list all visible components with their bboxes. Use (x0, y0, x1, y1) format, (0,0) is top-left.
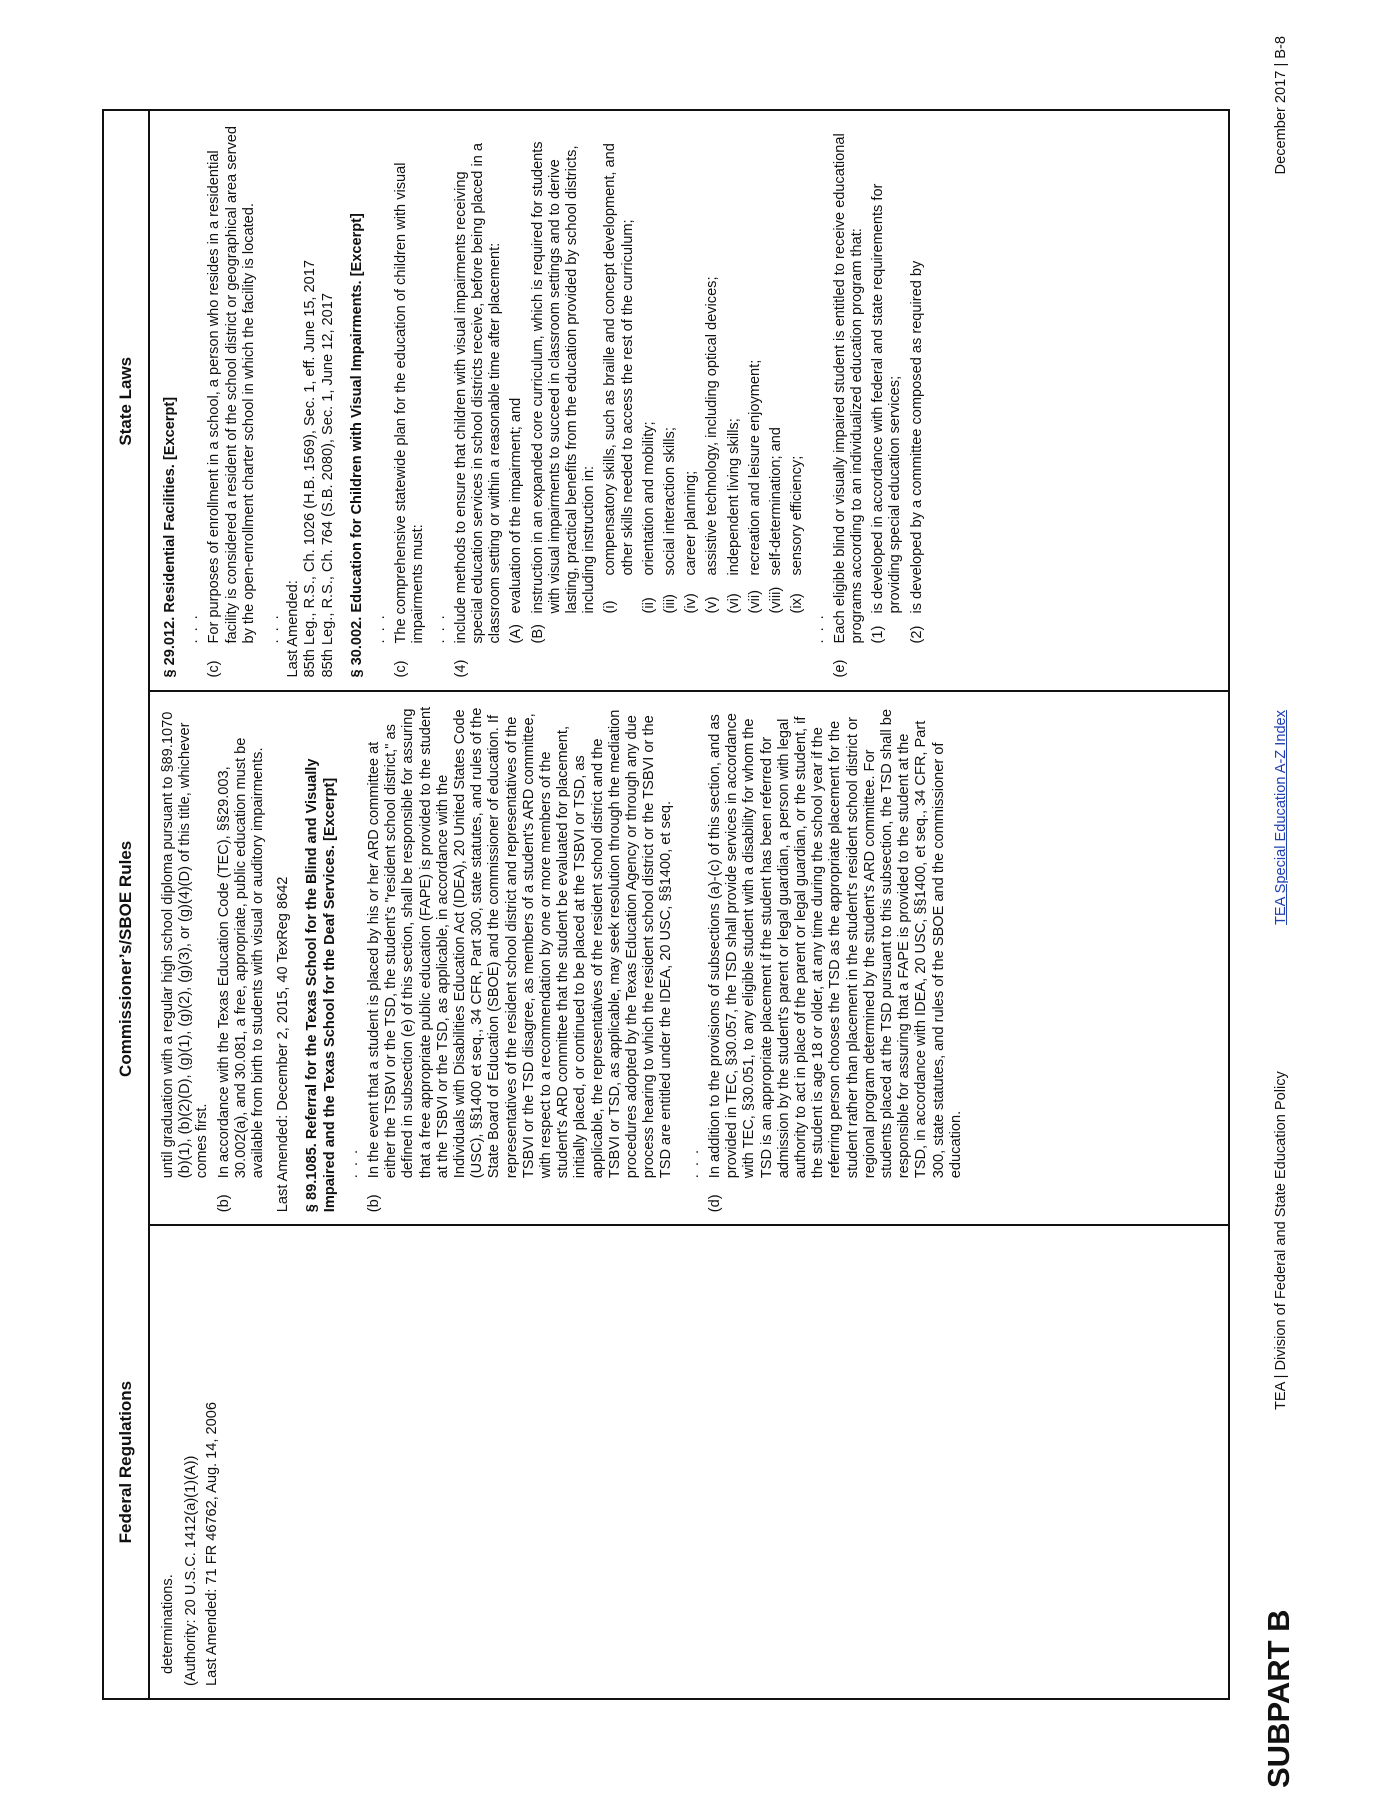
item-label: (iv) (683, 593, 700, 614)
organization-label: TEA | Division of Federal and State Education Policy (1273, 1071, 1289, 1410)
item-label: (d) (706, 1194, 723, 1213)
state-item-B (530, 123, 599, 644)
roman-list-item (602, 123, 636, 614)
federal-text: determinations. (160, 1574, 176, 1674)
item-label: (i) (602, 600, 619, 614)
header-federal: Federal Regulations (116, 1380, 135, 1544)
item-text: sensory efficiency; (789, 455, 806, 576)
item-text: recreation and leisure enjoyment; (746, 359, 763, 576)
item-label: (B) (529, 624, 546, 644)
ellipsis: . . . (185, 613, 202, 644)
a-z-index-link[interactable]: TEA Special Education A-Z Index (1273, 710, 1289, 925)
roman-list-item (726, 123, 743, 614)
item-label: (viii) (768, 586, 785, 614)
item-label: (vi) (725, 593, 742, 614)
rules-section-title: § 89.1085. Referral for the Texas School for the Blind and Visually Impaired and the Texas School for the Deaf Services. [Excerpt] (304, 758, 338, 1213)
item-text: In the event that a student is placed by his or her ARD committee at either the TSBVI or the TSD, the student’s "resident school district," as defined in subsection (e) of this section, shall be responsible for assuring that a free appropriate public education (FAPE) is provided to the student at the TSBVI or the TSD, as applicable, in accordance with the Individuals with Disabilities Education Act (IDEA), 20 United States Code (USC), §§1400 et seq., 34 CFR, Part 300, state statutes, and rules of the State Board of Education (SBOE) and the commissioner of education. If representatives of the resident school district and representatives of the TSBVI or the TSD disagree, as members of a student's ARD committee, with respect to a recommendation by one or more members of the student's ARD committee that the student be evaluated for placement, initially placed, or continued to be placed at the TSBVI or TSD, as applicable, the representatives of the resident school district and the TSBVI or TSD, as applicable, may seek resolution through the mediation procedures adopted by the Texas Education Agency or through any due process hearing to which the resident school district or the TSBVI or the TSD are entitled under the IDEA, 20 USC, §§1400, et seq. (366, 706, 675, 1179)
state-section-30002-title: § 30.002. Education for Children with Visual Impairments. [Excerpt] (348, 213, 365, 678)
item-label: (iii) (662, 594, 679, 614)
item-label: (b) (366, 1194, 383, 1213)
item-text: assistive technology, including optical devices; (704, 276, 721, 576)
item-label: (vii) (746, 590, 763, 614)
table-header (104, 111, 148, 1698)
item-text: The comprehensive statewide plan for the education of children with visual impairments must: (393, 162, 427, 644)
item-text: social interaction skills; (662, 427, 679, 576)
item-text: instruction in an expanded core curriculum, which is required for students with visual impairments to succeed in classroom settings and to derive lasting, practical benefits from the education provided by school districts, including instruction in: (529, 141, 598, 614)
item-text: orientation and mobility; (640, 421, 657, 576)
item-text: self-determination; and (768, 427, 785, 576)
state-item-c2 (393, 123, 427, 678)
item-label: (v) (704, 596, 721, 614)
ellipsis: . . . (266, 613, 283, 644)
item-label: (ii) (640, 597, 657, 614)
roman-list-item (683, 123, 700, 614)
ellipsis: . . . (431, 613, 448, 644)
ellipsis: . . . (810, 613, 827, 644)
column-federal (148, 1226, 1228, 1698)
roman-list-item (768, 123, 785, 614)
roman-list (602, 123, 806, 678)
state-last-amended-label: Last Amended: (285, 580, 302, 678)
item-text: evaluation of the impairment; and (508, 397, 525, 614)
state-section-29012-title: § 29.012. Residential Facilities. [Excerpt] (162, 396, 178, 678)
item-text: Each eligible blind or visually impaired student is entitled to receive educational programs according to an individualized education program that: (831, 133, 865, 644)
item-text: In accordance with the Texas Education Code (TEC), §§29.003, 30.002(a), and 30.081, a free, appropriate, public education must be available from birth to students with visual or auditory impairments. (215, 737, 267, 1179)
ellipsis: . . . (344, 1147, 361, 1179)
item-label: (c) (206, 660, 223, 678)
table-body (148, 111, 1228, 1698)
item-text: For purposes of enrollment in a school, a person who resides in a residential facility is considered a resident of the school district or geographical area served by the open-enrollment charter school in which the facility is located. (206, 125, 257, 644)
item-text: independent living skills; (725, 418, 742, 576)
header-rules: Commissioner’s/SBOE Rules (116, 840, 135, 1077)
roman-list-item (662, 123, 679, 614)
rules-continued-text: until graduation with a regular high school diploma pursuant to §89.1070 (b)(1), (b)(2)(D), (g)(1), (g)(2), (g)(3), or (g)(4)(D) of this title, whichever comes first. (160, 711, 211, 1179)
item-text: is developed by a committee composed as required by (908, 260, 925, 614)
state-item-4 (453, 123, 505, 678)
ellipsis: . . . (685, 1147, 702, 1179)
rules-last-amended: Last Amended: December 2, 2015, 40 TexReg 8642 (275, 876, 292, 1213)
item-text: is developed in accordance with federal and state requirements for providing special education services; (870, 183, 904, 614)
federal-authority: (Authority: 20 U.S.C. 1412(a)(1)(A)) (183, 1455, 200, 1686)
column-rules (148, 692, 1228, 1227)
ellipsis: . . . (372, 613, 389, 644)
roman-list-item (641, 123, 658, 614)
item-label: (A) (508, 624, 525, 644)
item-text: career planning; (683, 470, 700, 576)
item-text: In addition to the provisions of subsections (a)-(c) of this section, and as provided in TEC, §30.057, the TSD shall provide services in accordance with TEC, §30.051, to any eligible student with a disability for whom the TSD is an appropriate placement if the student has been referred for admission by the student's parent or legal guardian, a person with legal authority to act in place of the parent or legal guardian, or the student, if the student is age 18 or older, at any time during the school year if the referring person chooses the TSD as the appropriate placement for the student rather than placement in the student's resident school district or regional program determined by the student's ARD committee. For students placed at the TSD pursuant to this subsection, the TSD shall be responsible for assuring that a FAPE is provided to the student at the TSD, in accordance with IDEA, 20 USC, §§1400, et seq., 34 CFR, Part 300, state statutes, and rules of the SBOE and the commissioner of education. (706, 709, 964, 1179)
state-item-e (832, 123, 866, 678)
item-label: (c) (393, 660, 410, 678)
state-item-c1 (206, 123, 258, 678)
item-label: (b) (215, 1194, 232, 1213)
item-label: (4) (452, 659, 469, 678)
state-item-A (508, 123, 525, 644)
item-label: (2) (908, 625, 925, 644)
roman-list-item (704, 123, 721, 614)
roman-list-item (789, 123, 806, 614)
page-footer (1255, 0, 1305, 1800)
federal-last-amended: Last Amended: 71 FR 46762, Aug. 14, 2006 (204, 1402, 221, 1686)
rules-item-b1 (216, 704, 268, 1213)
item-text: include methods to ensure that children with visual impairments receiving special education services in school districts receive, before being placed in a classroom setting or within a reasonable time after placement: (452, 143, 504, 644)
rules-item-d (707, 704, 965, 1213)
state-amended-line-1: 85th Leg., R.S., Ch. 1026 (H.B. 1569), Sec. 1, eff. June 15, 2017 (302, 259, 319, 678)
policy-table (102, 109, 1230, 1700)
rules-item-b2 (366, 704, 676, 1213)
item-label: (ix) (789, 593, 806, 614)
subpart-label: SUBPART B (1261, 1609, 1296, 1788)
header-state: State Laws (116, 356, 135, 446)
state-item-e1 (870, 123, 904, 644)
page-date-number: December 2017 | B-8 (1273, 36, 1289, 175)
item-label: (e) (831, 659, 848, 678)
column-state (148, 111, 1228, 692)
item-label: (1) (870, 625, 887, 644)
state-amended-line-2: 85th Leg., R.S., Ch. 764 (S.B. 2080), Sec. 1, June 12, 2017 (319, 292, 336, 678)
roman-list-item (747, 123, 764, 614)
state-item-e2 (909, 123, 926, 644)
item-text: compensatory skills, such as braille and concept development, and other skills needed to access the rest of the curriculum; (602, 143, 636, 576)
